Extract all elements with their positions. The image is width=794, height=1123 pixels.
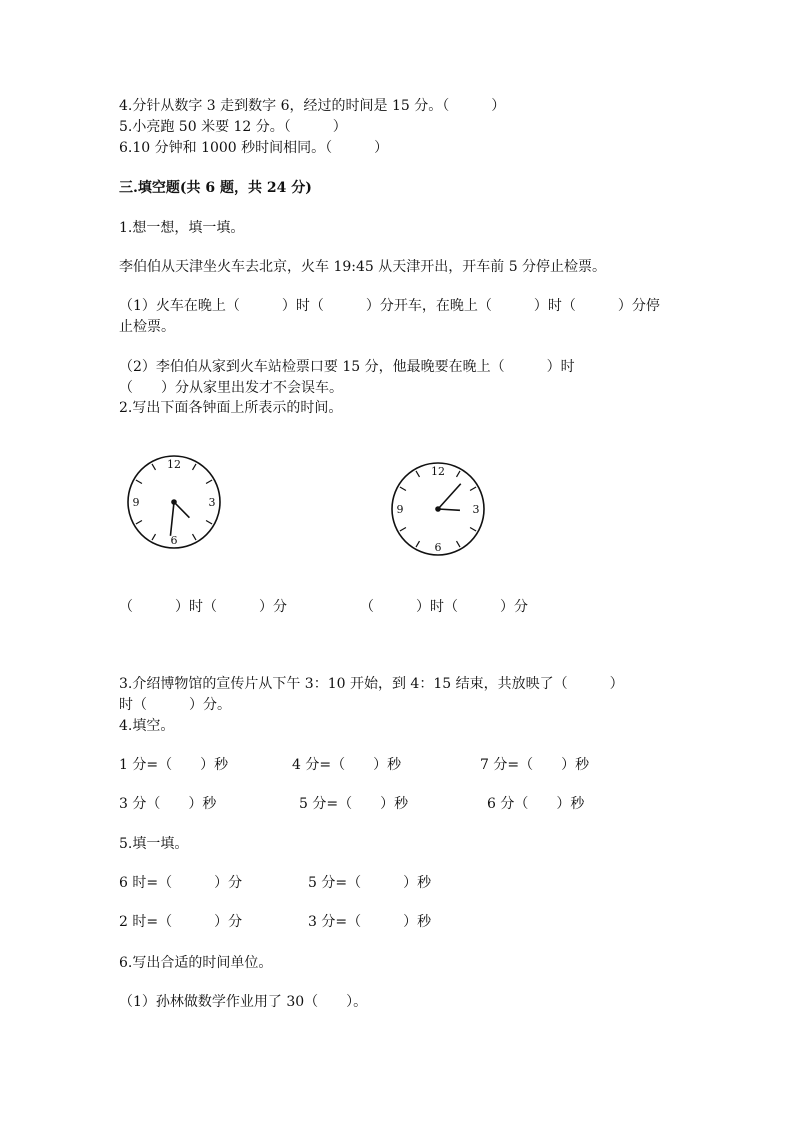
question-1-title: 1.想一想，填一填。 <box>119 220 245 236</box>
question-5-row1-item1: 6 时=（ ）分 <box>119 875 243 891</box>
clock-tick <box>416 541 420 547</box>
question-3-line2: 时（ ）分。 <box>119 697 231 713</box>
clock-tick <box>152 464 156 470</box>
question-1-text: 李伯伯从天津坐火车去北京，火车 19:45 从天津开出，开车前 5 分停止检票。 <box>119 259 607 275</box>
question-2-title: 2.写出下面各钟面上所表示的时间。 <box>119 400 343 416</box>
question-5-row2-item2: 3 分=（ ）秒 <box>308 914 432 930</box>
clock-2-hour-hand <box>438 509 460 510</box>
clock-tick <box>457 541 461 547</box>
clock-1-label-3: 3 <box>208 496 216 509</box>
judge-question-5: 5.小亮跑 50 米要 12 分。（ ） <box>119 119 347 135</box>
clock-1-label-6: 6 <box>170 534 178 547</box>
judge-question-4: 4.分针从数字 3 走到数字 6，经过的时间是 15 分。（ ） <box>119 98 506 114</box>
clock-2-label-9: 9 <box>396 503 404 516</box>
clock-2-label-6: 6 <box>434 541 442 554</box>
question-1-part1-line2: 止检票。 <box>119 319 175 335</box>
question-4-row1-item3: 7 分=（ ）秒 <box>480 757 590 773</box>
clock-2-label-3: 3 <box>472 503 480 516</box>
question-1-part1-line1: （1）火车在晚上（ ）时（ ）分开车，在晚上（ ）时（ ）分停 <box>119 298 660 314</box>
clock-tick <box>136 480 142 484</box>
question-4-row1-item2: 4 分=（ ）秒 <box>292 757 402 773</box>
judge-question-6: 6.10 分钟和 1000 秒时间相同。（ ） <box>119 140 389 156</box>
clock-2-minute-hand <box>438 484 461 509</box>
question-1-part2-line1: （2）李伯伯从家到火车站检票口要 15 分，他最晚要在晚上（ ）时 <box>119 359 575 375</box>
clock-face-1 <box>124 452 224 552</box>
question-5-row2-item1: 2 时=（ ）分 <box>119 914 243 930</box>
clock-1-center <box>171 499 177 505</box>
question-3-line1: 3.介绍博物馆的宣传片从下午 3：10 开始，到 4：15 结束，共放映了（ ） <box>119 676 624 692</box>
question-6-title: 6.写出合适的时间单位。 <box>119 955 273 971</box>
clock-tick <box>136 521 142 525</box>
question-4-row2-item1: 3 分（ ）秒 <box>119 796 217 812</box>
clock-tick <box>152 534 156 540</box>
question-4-row2-item3: 6 分（ ）秒 <box>487 796 585 812</box>
clock-tick <box>193 534 197 540</box>
question-4-row2-item2: 5 分=（ ）秒 <box>299 796 409 812</box>
clock-tick <box>400 528 406 532</box>
clock-1-label-9: 9 <box>132 496 140 509</box>
clock-tick <box>416 471 420 477</box>
clock-1-hour-hand <box>174 502 189 518</box>
question-5-title: 5.填一填。 <box>119 836 189 852</box>
clock-tick <box>470 528 476 532</box>
clock-face-2 <box>388 459 488 559</box>
section-title-fill-in: 三.填空题(共 6 题，共 24 分) <box>119 180 312 196</box>
clock-1-answer: （ ）时（ ）分 <box>119 599 287 615</box>
question-6-part1: （1）孙林做数学作业用了 30（ ）。 <box>119 994 368 1010</box>
question-1-part2-line2: （ ）分从家里出发才不会误车。 <box>119 380 343 396</box>
clock-tick <box>457 471 461 477</box>
clock-2-answer: （ ）时（ ）分 <box>360 599 528 615</box>
question-5-row1-item2: 5 分=（ ）秒 <box>308 875 432 891</box>
clock-2-label-12: 12 <box>431 465 445 478</box>
question-4-title: 4.填空。 <box>119 718 175 734</box>
clock-tick <box>400 487 406 491</box>
clock-2-center <box>435 506 441 512</box>
clock-tick <box>206 480 212 484</box>
clock-tick <box>193 464 197 470</box>
question-4-row1-item1: 1 分=（ ）秒 <box>119 757 229 773</box>
clock-tick <box>470 487 476 491</box>
clock-tick <box>206 521 212 525</box>
clock-1-minute-hand <box>170 502 174 536</box>
clock-1-label-12: 12 <box>167 458 181 471</box>
